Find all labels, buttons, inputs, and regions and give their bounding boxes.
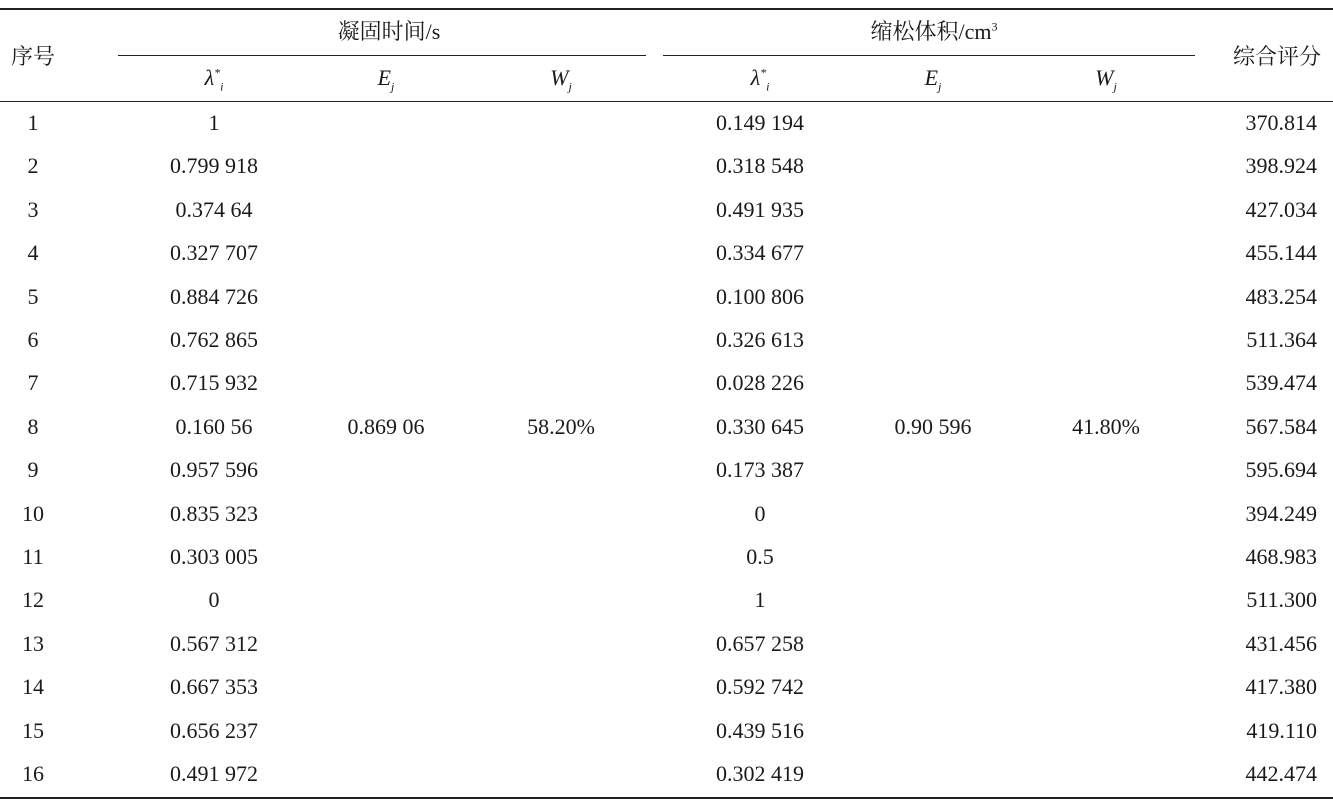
row-volume-lambda: 0.100 806 <box>716 283 804 309</box>
lambda-sup: * <box>214 65 221 80</box>
time-group-rule <box>118 55 646 56</box>
row-volume-lambda: 0 <box>754 500 766 526</box>
header-solidification-time: 凝固时间/s <box>337 19 441 44</box>
header-time-W <box>550 65 572 94</box>
row-time-lambda: 1 <box>208 110 220 135</box>
e-sub: j <box>938 79 942 94</box>
row-volume-lambda: 0.439 516 <box>716 717 804 743</box>
row-volume-lambda: 0.318 548 <box>716 153 804 179</box>
row-score: 398.924 <box>1245 153 1317 179</box>
row-index: 5 <box>27 283 39 309</box>
header-shrinkage-volume <box>871 19 998 45</box>
row-score: 567.584 <box>1245 413 1317 439</box>
merged-time-E: 0.869 06 <box>347 414 425 439</box>
row-volume-lambda: 0.173 387 <box>716 457 804 483</box>
e-base: E <box>924 65 939 90</box>
row-volume-lambda: 0.302 419 <box>716 761 804 786</box>
w-sub: j <box>1113 79 1117 94</box>
lambda-base: λ <box>204 65 215 90</box>
bottom-rule <box>0 797 1333 799</box>
row-time-lambda: 0.715 932 <box>170 370 258 396</box>
w-sub: j <box>568 79 572 94</box>
lambda-sub: i <box>766 79 770 94</box>
row-score: 468.983 <box>1245 544 1317 569</box>
row-volume-lambda: 1 <box>754 587 766 613</box>
header-volume-E <box>924 65 942 94</box>
w-base: W <box>550 65 569 90</box>
row-score: 511.300 <box>1246 587 1317 613</box>
w-base: W <box>1095 65 1114 90</box>
header-time-E <box>377 65 395 94</box>
row-time-lambda: 0.327 707 <box>170 240 258 266</box>
row-volume-lambda: 0.330 645 <box>716 413 804 439</box>
row-score: 483.254 <box>1245 283 1317 309</box>
row-index: 1 <box>27 110 39 135</box>
merged-time-W: 58.20% <box>527 414 595 439</box>
row-time-lambda: 0.762 865 <box>170 327 258 352</box>
row-score: 417.380 <box>1245 674 1317 700</box>
row-time-lambda: 0.374 64 <box>175 196 253 222</box>
row-index: 2 <box>27 153 39 179</box>
row-volume-lambda: 0.028 226 <box>716 370 804 396</box>
row-score: 539.474 <box>1245 370 1317 396</box>
row-score: 455.144 <box>1245 240 1317 266</box>
merged-volume-W: 41.80% <box>1072 414 1140 439</box>
row-time-lambda: 0.160 56 <box>175 413 253 439</box>
merged-volume-E: 0.90 596 <box>894 414 972 439</box>
row-time-lambda: 0.835 323 <box>170 500 258 526</box>
header-volume-lambda <box>750 65 770 94</box>
header-shrinkage-volume-sup: 3 <box>991 19 998 34</box>
row-index: 7 <box>27 370 39 396</box>
row-index: 4 <box>27 240 39 266</box>
header-bottom-rule <box>0 101 1333 102</box>
header-index: 序号 <box>10 44 56 69</box>
row-score: 394.249 <box>1245 500 1317 526</box>
row-index: 11 <box>22 544 44 569</box>
row-volume-lambda: 0.326 613 <box>716 327 804 352</box>
header-shrinkage-volume-text: 缩松体积/cm <box>870 19 992 44</box>
header-volume-W <box>1095 65 1117 94</box>
header-score: 综合评分 <box>1232 44 1322 69</box>
lambda-sup: * <box>760 65 767 80</box>
row-score: 370.814 <box>1245 110 1317 135</box>
row-score: 431.456 <box>1245 630 1317 656</box>
row-time-lambda: 0.656 237 <box>170 717 258 743</box>
row-time-lambda: 0.567 312 <box>170 630 258 656</box>
row-index: 12 <box>22 587 44 613</box>
row-index: 9 <box>27 457 39 483</box>
lambda-base: λ <box>750 65 761 90</box>
row-volume-lambda: 0.491 935 <box>716 196 804 222</box>
header-time-lambda <box>204 65 224 94</box>
row-index: 16 <box>22 761 44 786</box>
e-base: E <box>377 65 392 90</box>
row-time-lambda: 0.884 726 <box>170 283 258 309</box>
row-score: 442.474 <box>1245 761 1317 786</box>
row-score: 419.110 <box>1246 717 1317 743</box>
row-index: 3 <box>27 196 39 222</box>
row-index: 14 <box>22 674 44 700</box>
row-volume-lambda: 0.5 <box>746 544 774 569</box>
row-index: 13 <box>22 630 44 656</box>
row-index: 10 <box>22 500 44 526</box>
row-time-lambda: 0.667 353 <box>170 674 258 700</box>
row-time-lambda: 0.799 918 <box>170 153 258 179</box>
row-volume-lambda: 0.657 258 <box>716 630 804 656</box>
top-rule <box>0 8 1333 10</box>
row-score: 511.364 <box>1246 327 1317 352</box>
volume-group-rule <box>663 55 1195 56</box>
row-volume-lambda: 0.334 677 <box>716 240 804 266</box>
row-score: 427.034 <box>1245 196 1317 222</box>
row-volume-lambda: 0.149 194 <box>716 110 804 135</box>
row-time-lambda: 0.957 596 <box>170 457 258 483</box>
row-index: 15 <box>22 717 44 743</box>
row-time-lambda: 0.303 005 <box>170 544 258 569</box>
e-sub: j <box>391 79 395 94</box>
row-score: 595.694 <box>1245 457 1317 483</box>
row-time-lambda: 0.491 972 <box>170 761 258 786</box>
row-volume-lambda: 0.592 742 <box>716 674 804 700</box>
row-index: 8 <box>27 413 39 439</box>
lambda-sub: i <box>220 79 224 94</box>
row-index: 6 <box>27 327 39 352</box>
row-time-lambda: 0 <box>208 587 220 613</box>
